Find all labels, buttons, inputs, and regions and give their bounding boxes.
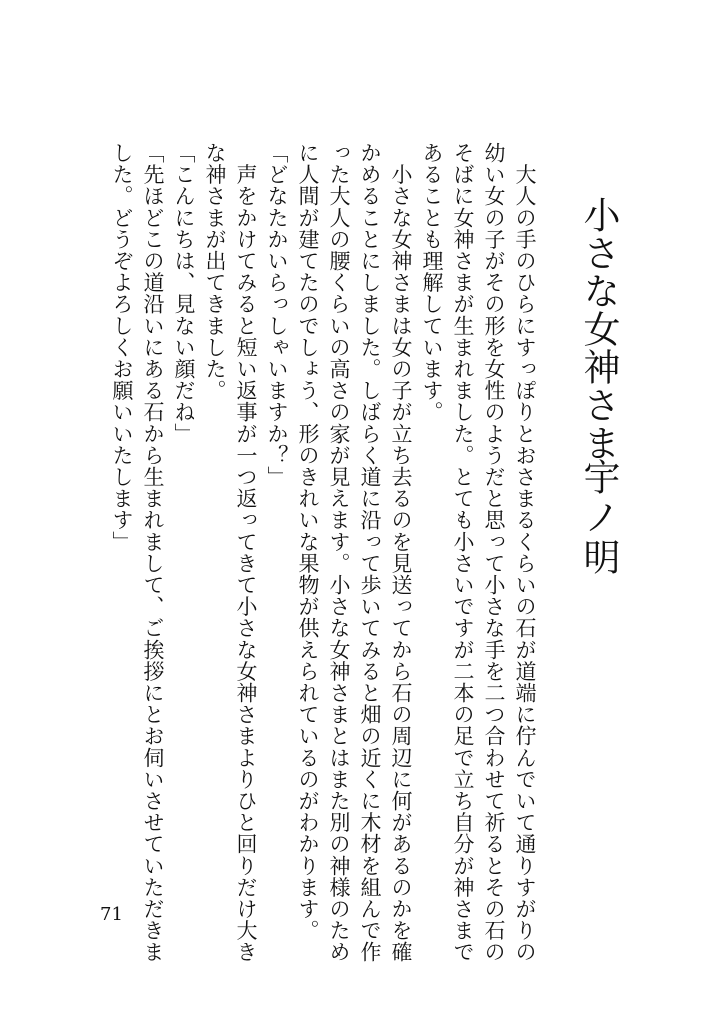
author-name: 宇ノ明 [577, 458, 620, 578]
text-column: った大人の腰くらいの高さの家が見えます。小さな女神さまとはまた別の神様のため [327, 142, 351, 963]
text-column: 「こんにちは、見ない顔だね」 [172, 142, 196, 445]
text-column: 「先ほどこの道沿いにある石から生まれまして、ご挨拶にとお伺いさせていただきま [141, 142, 165, 963]
text-column: した。どうぞよろしくお願いいたします」 [110, 142, 134, 553]
text-column: あることも理解しています。 [420, 142, 444, 423]
text-column: 大人の手のひらにすっぽりとおさまるくらいの石が道端に佇んでいて通りすがりの [513, 142, 537, 963]
text-column: な神さまが出てきました。 [203, 142, 227, 402]
text-column: そばに女神さまが生まれました。とても小さいですが二本の足で立ち自分が神さまで [451, 142, 475, 963]
text-column: に人間が建てたのでしょう、形のきれいな果物が供えられているのがわかります。 [296, 142, 320, 942]
story-title: 小さな女神さま [577, 196, 620, 462]
text-column: 声をかけてみると短い返事が一つ返ってきて小さな女神さまよりひと回りだけ大き [234, 142, 258, 963]
text-column: 幼い女の子がその形を女性のようだと思って小さな手を二つ合わせて祈るとその石の [482, 142, 506, 963]
text-column: かめることにしました。しばらく道に沿って歩いてみると畑の近くに木材を組んで作 [358, 142, 382, 963]
text-column: 「どなたかいらっしゃいますか？」 [265, 142, 289, 488]
text-column: 小さな女神さまは女の子が立ち去るのを見送ってから石の周辺に何があるのかを確 [389, 142, 413, 963]
page-number: 71 [100, 904, 123, 925]
